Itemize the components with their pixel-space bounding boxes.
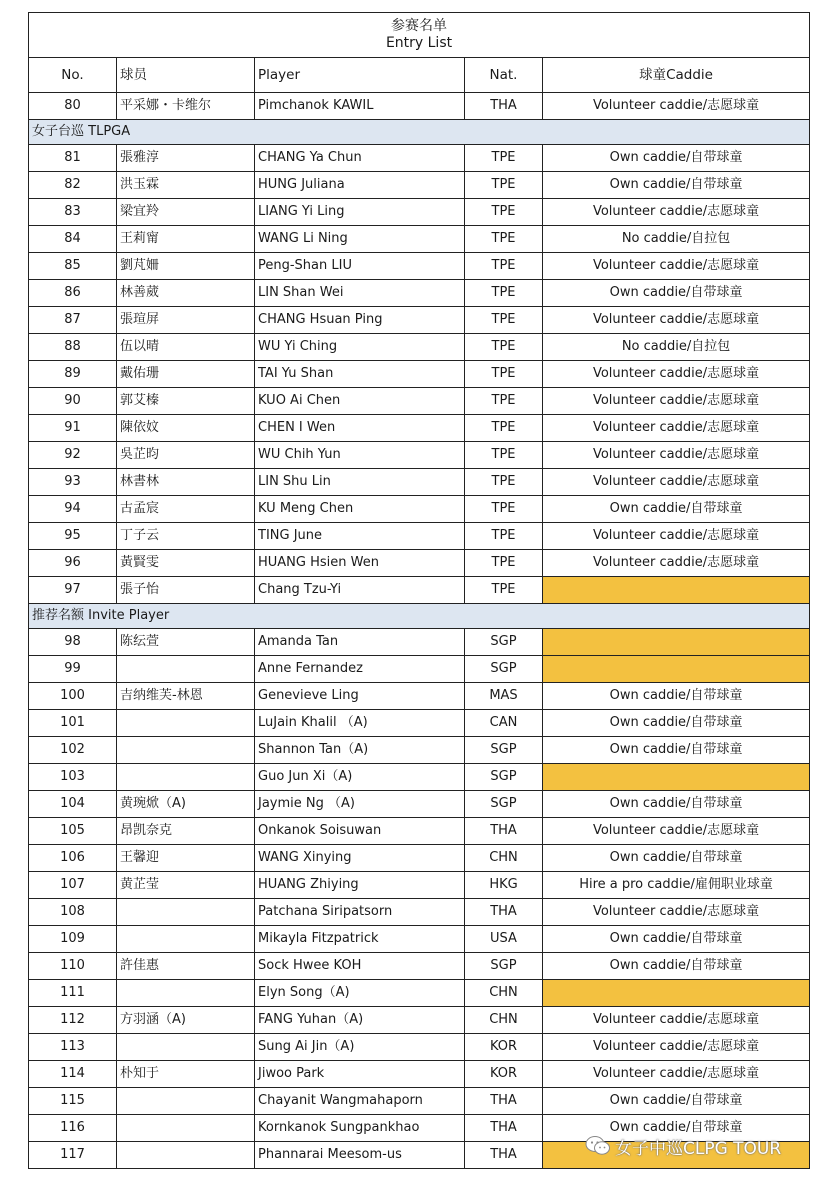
- table-row: [29, 523, 810, 550]
- cell-no: 85: [29, 253, 117, 280]
- table-row: [29, 926, 810, 953]
- cell-player: Peng-Shan LIU: [255, 253, 465, 280]
- cell-player: LIANG Yi Ling: [255, 199, 465, 226]
- cell-caddie: Volunteer caddie/志愿球童: [543, 899, 810, 926]
- table-row: [29, 550, 810, 577]
- cell-caddie: [543, 656, 810, 683]
- cell-caddie: Volunteer caddie/志愿球童: [543, 388, 810, 415]
- cell-player: Elyn Song（A): [255, 980, 465, 1007]
- cell-cn-name: 黄芷莹: [117, 872, 255, 899]
- cell-player: Jiwoo Park: [255, 1061, 465, 1088]
- cell-cn-name: 黃賢雯: [117, 550, 255, 577]
- cell-nat: TPE: [465, 577, 543, 604]
- cell-no: 90: [29, 388, 117, 415]
- cell-nat: CHN: [465, 845, 543, 872]
- table-row: [29, 818, 810, 845]
- cell-cn-name: 昂凯奈克: [117, 818, 255, 845]
- cell-nat: TPE: [465, 550, 543, 577]
- section-title: 女子台巡 TLPGA: [29, 120, 810, 145]
- cell-nat: TPE: [465, 523, 543, 550]
- section-title: 推荐名额 Invite Player: [29, 604, 810, 629]
- table-row: [29, 656, 810, 683]
- cell-caddie: Own caddie/自带球童: [543, 496, 810, 523]
- cell-nat: MAS: [465, 683, 543, 710]
- cell-no: 113: [29, 1034, 117, 1061]
- table-row: [29, 415, 810, 442]
- table-row: [29, 737, 810, 764]
- cell-player: Kornkanok Sungpankhao: [255, 1115, 465, 1142]
- table-row: [29, 872, 810, 899]
- cell-player: Chayanit Wangmahaporn: [255, 1088, 465, 1115]
- table-row: [29, 845, 810, 872]
- table-title: [29, 13, 810, 58]
- cell-player: TING June: [255, 523, 465, 550]
- cell-nat: TPE: [465, 145, 543, 172]
- section-header-row: [29, 120, 810, 145]
- cell-no: 89: [29, 361, 117, 388]
- table-row: [29, 683, 810, 710]
- table-row: [29, 1061, 810, 1088]
- cell-no: 110: [29, 953, 117, 980]
- cell-cn-name: 方羽涵（A): [117, 1007, 255, 1034]
- cell-no: 106: [29, 845, 117, 872]
- cell-cn-name: 戴佑珊: [117, 361, 255, 388]
- cell-nat: THA: [465, 1142, 543, 1169]
- header-caddie: 球童Caddie: [543, 58, 810, 93]
- table-row: [29, 980, 810, 1007]
- table-row: [29, 764, 810, 791]
- cell-player: WU Yi Ching: [255, 334, 465, 361]
- cell-player: Anne Fernandez: [255, 656, 465, 683]
- table-row: [29, 172, 810, 199]
- cell-no: 107: [29, 872, 117, 899]
- cell-player: HUANG Zhiying: [255, 872, 465, 899]
- cell-nat: TPE: [465, 226, 543, 253]
- cell-caddie: Own caddie/自带球童: [543, 710, 810, 737]
- table-row: [29, 226, 810, 253]
- cell-cn-name: [117, 899, 255, 926]
- cell-caddie: Volunteer caddie/志愿球童: [543, 93, 810, 120]
- cell-nat: TPE: [465, 280, 543, 307]
- cell-player: WANG Li Ning: [255, 226, 465, 253]
- header-nat: Nat.: [465, 58, 543, 93]
- cell-player: WANG Xinying: [255, 845, 465, 872]
- cell-caddie: Own caddie/自带球童: [543, 926, 810, 953]
- cell-player: LuJain Khalil （A): [255, 710, 465, 737]
- table-row: [29, 710, 810, 737]
- table-row: [29, 307, 810, 334]
- cell-no: 82: [29, 172, 117, 199]
- cell-nat: CHN: [465, 980, 543, 1007]
- cell-player: CHANG Ya Chun: [255, 145, 465, 172]
- cell-nat: SGP: [465, 629, 543, 656]
- cell-caddie: Volunteer caddie/志愿球童: [543, 415, 810, 442]
- header-cn-name: 球员: [117, 58, 255, 93]
- cell-caddie: No caddie/自拉包: [543, 334, 810, 361]
- cell-caddie: Hire a pro caddie/雇佣职业球童: [543, 872, 810, 899]
- cell-no: 114: [29, 1061, 117, 1088]
- cell-nat: TPE: [465, 307, 543, 334]
- cell-caddie: Volunteer caddie/志愿球童: [543, 1007, 810, 1034]
- cell-nat: THA: [465, 93, 543, 120]
- table-row: [29, 93, 810, 120]
- cell-no: 97: [29, 577, 117, 604]
- cell-nat: CAN: [465, 710, 543, 737]
- table-body: [29, 93, 810, 1169]
- table-row: [29, 442, 810, 469]
- cell-caddie: Volunteer caddie/志愿球童: [543, 442, 810, 469]
- cell-player: Pimchanok KAWIL: [255, 93, 465, 120]
- cell-nat: TPE: [465, 361, 543, 388]
- header-row: [29, 58, 810, 93]
- cell-player: Sock Hwee KOH: [255, 953, 465, 980]
- cell-no: 95: [29, 523, 117, 550]
- cell-no: 101: [29, 710, 117, 737]
- cell-caddie: Volunteer caddie/志愿球童: [543, 523, 810, 550]
- cell-cn-name: 黄琬焮（A): [117, 791, 255, 818]
- cell-cn-name: 吉纳维芙-林恩: [117, 683, 255, 710]
- cell-caddie: Own caddie/自带球童: [543, 845, 810, 872]
- cell-cn-name: [117, 1088, 255, 1115]
- table-row: [29, 629, 810, 656]
- cell-player: KUO Ai Chen: [255, 388, 465, 415]
- cell-cn-name: 陳依妏: [117, 415, 255, 442]
- cell-player: TAI Yu Shan: [255, 361, 465, 388]
- cell-cn-name: 郭艾榛: [117, 388, 255, 415]
- cell-caddie: Own caddie/自带球童: [543, 145, 810, 172]
- table-row: [29, 953, 810, 980]
- cell-cn-name: 張瑄屏: [117, 307, 255, 334]
- cell-nat: TPE: [465, 496, 543, 523]
- wechat-icon: [585, 1135, 611, 1157]
- cell-cn-name: 古孟宸: [117, 496, 255, 523]
- cell-nat: SGP: [465, 737, 543, 764]
- cell-no: 96: [29, 550, 117, 577]
- entry-list-table: [28, 12, 810, 1169]
- watermark: [585, 1130, 781, 1162]
- cell-cn-name: [117, 656, 255, 683]
- cell-caddie: Volunteer caddie/志愿球童: [543, 1061, 810, 1088]
- table-row: [29, 577, 810, 604]
- cell-nat: CHN: [465, 1007, 543, 1034]
- cell-player: Jaymie Ng （A): [255, 791, 465, 818]
- cell-no: 104: [29, 791, 117, 818]
- cell-cn-name: 吳芷昀: [117, 442, 255, 469]
- cell-cn-name: 劉芃姍: [117, 253, 255, 280]
- cell-caddie: Own caddie/自带球童: [543, 683, 810, 710]
- cell-player: LIN Shan Wei: [255, 280, 465, 307]
- entry-list-sheet: [28, 12, 809, 1169]
- table-row: [29, 145, 810, 172]
- cell-no: 105: [29, 818, 117, 845]
- cell-cn-name: 洪玉霖: [117, 172, 255, 199]
- cell-caddie: [543, 764, 810, 791]
- cell-no: 83: [29, 199, 117, 226]
- cell-no: 100: [29, 683, 117, 710]
- table-row: [29, 361, 810, 388]
- cell-nat: TPE: [465, 172, 543, 199]
- cell-nat: TPE: [465, 469, 543, 496]
- cell-cn-name: 王馨迎: [117, 845, 255, 872]
- cell-cn-name: 張子怡: [117, 577, 255, 604]
- header-player: Player: [255, 58, 465, 93]
- title-row: [29, 13, 810, 58]
- cell-caddie: Own caddie/自带球童: [543, 280, 810, 307]
- cell-cn-name: [117, 980, 255, 1007]
- cell-no: 117: [29, 1142, 117, 1169]
- table-row: [29, 280, 810, 307]
- cell-cn-name: [117, 1142, 255, 1169]
- cell-no: 109: [29, 926, 117, 953]
- cell-caddie: Own caddie/自带球童: [543, 1115, 810, 1142]
- cell-player: WU Chih Yun: [255, 442, 465, 469]
- cell-player: Chang Tzu-Yi: [255, 577, 465, 604]
- cell-nat: SGP: [465, 656, 543, 683]
- cell-caddie: Own caddie/自带球童: [543, 1088, 810, 1115]
- cell-nat: KOR: [465, 1061, 543, 1088]
- cell-caddie: Own caddie/自带球童: [543, 172, 810, 199]
- cell-caddie: Volunteer caddie/志愿球童: [543, 253, 810, 280]
- table-row: [29, 899, 810, 926]
- cell-cn-name: 丁子云: [117, 523, 255, 550]
- table-row: [29, 388, 810, 415]
- cell-no: 112: [29, 1007, 117, 1034]
- cell-nat: TPE: [465, 415, 543, 442]
- cell-no: 108: [29, 899, 117, 926]
- cell-cn-name: 梁宜羚: [117, 199, 255, 226]
- cell-player: FANG Yuhan（A): [255, 1007, 465, 1034]
- table-row: [29, 199, 810, 226]
- cell-nat: TPE: [465, 199, 543, 226]
- cell-player: Phannarai Meesom-us: [255, 1142, 465, 1169]
- cell-no: 103: [29, 764, 117, 791]
- cell-no: 86: [29, 280, 117, 307]
- cell-player: Mikayla Fitzpatrick: [255, 926, 465, 953]
- table-row: [29, 469, 810, 496]
- cell-nat: SGP: [465, 764, 543, 791]
- cell-cn-name: 伍以晴: [117, 334, 255, 361]
- cell-player: LIN Shu Lin: [255, 469, 465, 496]
- cell-nat: TPE: [465, 388, 543, 415]
- cell-nat: TPE: [465, 334, 543, 361]
- cell-cn-name: 張雅淳: [117, 145, 255, 172]
- cell-player: Sung Ai Jin（A): [255, 1034, 465, 1061]
- cell-nat: THA: [465, 899, 543, 926]
- cell-no: 87: [29, 307, 117, 334]
- title-en: Entry List: [385, 35, 453, 51]
- cell-player: Genevieve Ling: [255, 683, 465, 710]
- cell-player: KU Meng Chen: [255, 496, 465, 523]
- cell-no: 84: [29, 226, 117, 253]
- cell-caddie: Own caddie/自带球童: [543, 953, 810, 980]
- cell-caddie: Volunteer caddie/志愿球童: [543, 199, 810, 226]
- cell-cn-name: 林善葳: [117, 280, 255, 307]
- cell-caddie: [543, 629, 810, 656]
- cell-caddie: Own caddie/自带球童: [543, 737, 810, 764]
- cell-nat: USA: [465, 926, 543, 953]
- cell-no: 115: [29, 1088, 117, 1115]
- cell-player: Amanda Tan: [255, 629, 465, 656]
- cell-no: 92: [29, 442, 117, 469]
- table-row: [29, 1034, 810, 1061]
- cell-player: Guo Jun Xi（A): [255, 764, 465, 791]
- watermark-text: 女子中巡CLPG TOUR: [615, 1138, 782, 1159]
- header-no: No.: [29, 58, 117, 93]
- cell-caddie: Volunteer caddie/志愿球童: [543, 1034, 810, 1061]
- cell-cn-name: [117, 1034, 255, 1061]
- cell-cn-name: 陈纭萱: [117, 629, 255, 656]
- cell-nat: HKG: [465, 872, 543, 899]
- table-row: [29, 334, 810, 361]
- table-row: [29, 1088, 810, 1115]
- cell-player: HUNG Juliana: [255, 172, 465, 199]
- cell-cn-name: 朴知于: [117, 1061, 255, 1088]
- cell-cn-name: [117, 710, 255, 737]
- cell-cn-name: 林書林: [117, 469, 255, 496]
- table-row: [29, 253, 810, 280]
- cell-nat: THA: [465, 818, 543, 845]
- cell-caddie: Volunteer caddie/志愿球童: [543, 818, 810, 845]
- cell-cn-name: [117, 737, 255, 764]
- cell-caddie: Volunteer caddie/志愿球童: [543, 307, 810, 334]
- cell-player: Onkanok Soisuwan: [255, 818, 465, 845]
- cell-no: 111: [29, 980, 117, 1007]
- cell-caddie: Volunteer caddie/志愿球童: [543, 361, 810, 388]
- cell-caddie: [543, 980, 810, 1007]
- table-row: [29, 496, 810, 523]
- cell-caddie: Volunteer caddie/志愿球童: [543, 550, 810, 577]
- cell-nat: TPE: [465, 442, 543, 469]
- cell-nat: THA: [465, 1088, 543, 1115]
- cell-no: 81: [29, 145, 117, 172]
- table-row: [29, 1007, 810, 1034]
- cell-nat: THA: [465, 1115, 543, 1142]
- cell-no: 91: [29, 415, 117, 442]
- section-header-row: [29, 604, 810, 629]
- cell-no: 94: [29, 496, 117, 523]
- cell-player: Shannon Tan（A): [255, 737, 465, 764]
- cell-nat: TPE: [465, 253, 543, 280]
- cell-no: 93: [29, 469, 117, 496]
- cell-caddie: [543, 577, 810, 604]
- cell-nat: SGP: [465, 791, 543, 818]
- cell-player: HUANG Hsien Wen: [255, 550, 465, 577]
- cell-cn-name: [117, 764, 255, 791]
- cell-no: 88: [29, 334, 117, 361]
- cell-nat: KOR: [465, 1034, 543, 1061]
- cell-cn-name: [117, 926, 255, 953]
- cell-caddie: Own caddie/自带球童: [543, 791, 810, 818]
- cell-cn-name: 平采娜・卡维尔: [117, 93, 255, 120]
- cell-cn-name: [117, 1115, 255, 1142]
- cell-caddie: Volunteer caddie/志愿球童: [543, 469, 810, 496]
- cell-player: CHEN I Wen: [255, 415, 465, 442]
- cell-cn-name: 王莉甯: [117, 226, 255, 253]
- cell-player: CHANG Hsuan Ping: [255, 307, 465, 334]
- table-row: [29, 791, 810, 818]
- cell-nat: SGP: [465, 953, 543, 980]
- title-cn: 参赛名单: [391, 18, 448, 34]
- cell-cn-name: 許佳惠: [117, 953, 255, 980]
- cell-player: Patchana Siripatsorn: [255, 899, 465, 926]
- cell-no: 80: [29, 93, 117, 120]
- cell-no: 99: [29, 656, 117, 683]
- cell-no: 98: [29, 629, 117, 656]
- cell-no: 116: [29, 1115, 117, 1142]
- cell-no: 102: [29, 737, 117, 764]
- cell-caddie: No caddie/自拉包: [543, 226, 810, 253]
